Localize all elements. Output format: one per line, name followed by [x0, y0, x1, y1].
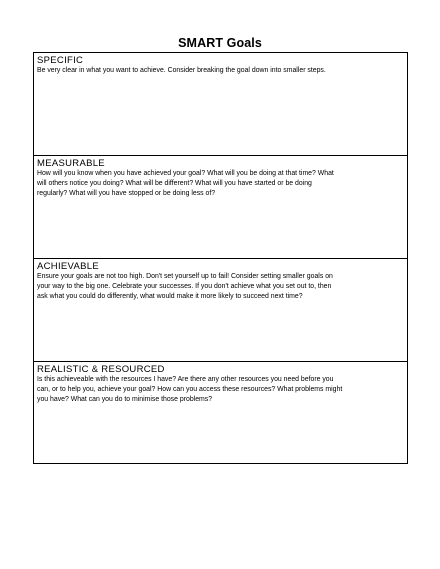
- description-line: will others notice you doing? What will be different? What will you have started or be doing: [37, 179, 312, 187]
- description-line: your way to the big one. Celebrate your successes. If you don't achieve what you set out to, then: [37, 282, 332, 290]
- section-description-achievable: [37, 272, 403, 301]
- description-line: Be very clear in what you want to achieve. Consider breaking the goal down into smaller steps.: [37, 67, 326, 74]
- description-line: you have? What can you do to minimise those problems?: [37, 395, 213, 403]
- description-line: Is this achieveable with the resources I have? Are there any other resources you need before you: [37, 376, 334, 383]
- section-heading-achievable: ACHIEVABLE: [37, 261, 99, 272]
- section-heading-measurable: MEASURABLE: [37, 158, 105, 169]
- description-line: How will you know when you have achieved your goal? What will you be doing at that time? What: [37, 170, 334, 177]
- section-description-specific: [37, 66, 403, 76]
- description-line: can, or to help you, achieve your goal? How can you access these resources? What problems might: [37, 385, 343, 393]
- section-description-measurable: [37, 169, 403, 198]
- section-description-realistic-resourced: [37, 375, 403, 404]
- section-heading-specific: SPECIFIC: [37, 55, 84, 66]
- section-specific: [33, 52, 408, 155]
- description-line: Ensure your goals are not too high. Don't set yourself up to fail! Consider setting smaller goals on: [37, 273, 333, 280]
- page-title: SMART Goals: [178, 36, 262, 50]
- section-achievable: [33, 258, 408, 361]
- section-heading-realistic-resourced: REALISTIC & RESOURCED: [37, 364, 165, 375]
- section-realistic-resourced: [33, 361, 408, 464]
- description-line: ask what you could do differently, what would make it more likely to succeed next time?: [37, 292, 303, 300]
- description-line: regularly? What will you have stopped or be doing less of?: [37, 189, 216, 197]
- section-measurable: [33, 155, 408, 258]
